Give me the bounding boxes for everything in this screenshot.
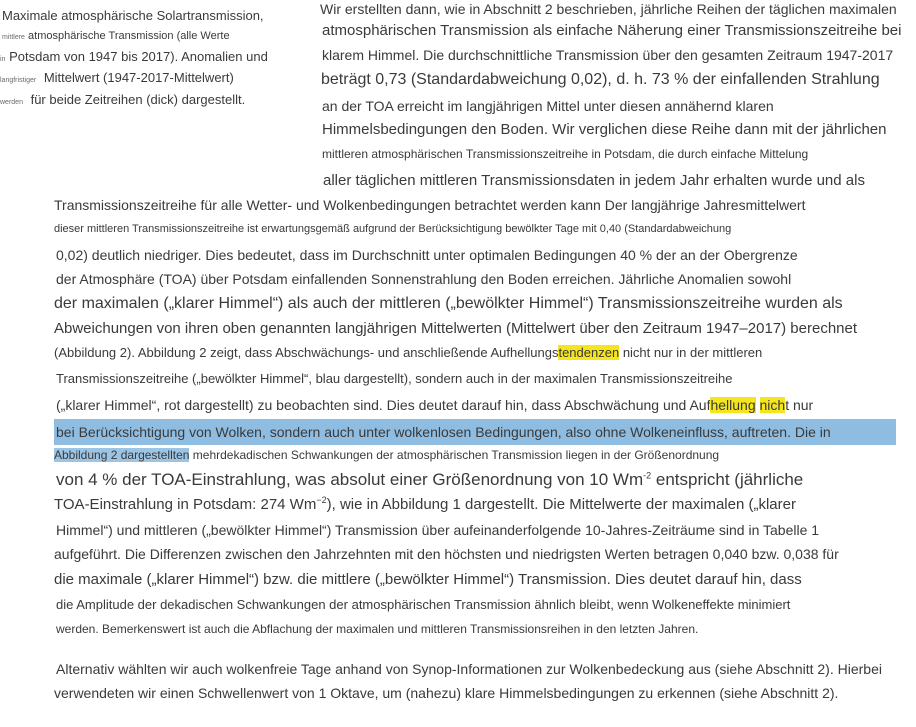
body-line: 0,02) deutlich niedriger. Dies bedeutet, dass im Durchschnitt unter optimalen Bedingungen 40 % der an der Obergrenze: [56, 247, 798, 263]
body-line: der Atmosphäre (TOA) über Potsdam einfallenden Sonnenstrahlung den Boden erreichen. Jährliche Anomalien sowohl: [56, 271, 792, 287]
body-line: Transmissionszeitreihe („bewölkter Himmel“, blau dargestellt), sondern auch in der maximalen Transmissionszeitreihe: [56, 371, 733, 386]
yellow-highlight: nich: [759, 397, 786, 413]
blue-highlight: Abbildung 2 dargestellten: [54, 448, 190, 462]
caption-word-small: in: [0, 56, 6, 63]
caption-line-4: [0, 71, 234, 86]
caption-word-small: langfristiger: [0, 77, 37, 84]
superscript: −2: [316, 495, 327, 505]
body-line: Himmelsbedingungen den Boden. Wir verglichen diese Reihe dann mit der jährlichen: [322, 121, 887, 138]
caption-text: für beide Zeitreihen (dick) dargestellt.: [30, 92, 246, 107]
yellow-highlight: hellung: [710, 397, 756, 413]
body-line: beträgt 0,73 (Standardabweichung 0,02), d. h. 73 % der einfallenden Strahlung: [321, 71, 880, 88]
body-text: mehrdekadischen Schwankungen der atmosphärischen Transmission liegen in der Größenordnung: [189, 448, 720, 462]
caption-text: Mittelwert (1947-2017-Mittelwert): [43, 70, 234, 85]
body-line: werden. Bemerkenswert ist auch die Abflachung der maximalen und mittleren Transmissionsreihen in den letzten Jahren.: [56, 622, 699, 636]
yellow-highlight: tendenzen: [558, 345, 620, 360]
superscript: -2: [643, 470, 652, 481]
body-line: Wir erstellten dann, wie in Abschnitt 2 beschrieben, jährliche Reihen der täglichen maximalen: [320, 1, 897, 17]
body-line: klarem Himmel. Die durchschnittliche Transmission über den gesamten Zeitraum 1947-2017: [322, 47, 894, 63]
body-line: aller täglichen mittleren Transmissionsdaten in jedem Jahr erhalten wurde und als: [323, 172, 865, 189]
body-line: [54, 346, 762, 361]
body-line: [56, 397, 813, 413]
body-text: t nur: [785, 397, 814, 413]
body-line: Alternativ wählten wir auch wolkenfreie Tage anhand von Synop-Informationen zur Wolkenbedeckung aus (siehe Abschnitt 2). Hierbei: [56, 661, 882, 677]
caption-line-3: [0, 50, 268, 65]
caption-line-1: Maximale atmosphärische Solartransmission,: [2, 8, 264, 23]
body-text: von 4 % der TOA-Einstrahlung, was absolut einer Größenordnung von 10 Wm: [56, 470, 644, 489]
body-line: aufgeführt. Die Differenzen zwischen den Jahrzehnten mit den höchsten und niedrigsten Werten betragen 0,040 bzw. 0,038 für: [54, 546, 839, 562]
body-line: Transmissionszeitreihe für alle Wetter- und Wolkenbedingungen betrachtet werden kann Der langjährige Jahresmittelwert: [54, 197, 806, 213]
body-line: [54, 449, 719, 463]
body-text: (Abbildung 2). Abbildung 2 zeigt, dass Abschwächungs- und anschließende Aufhellungs: [54, 345, 559, 360]
body-line: der maximalen („klarer Himmel“) als auch der mittleren („bewölkter Himmel“) Transmissionszeitreihe wurden als: [54, 295, 843, 312]
body-text: nicht nur in der mittleren: [619, 345, 763, 360]
body-text: ), wie in Abbildung 1 dargestellt. Die Mittelwerte der maximalen („klarer: [326, 496, 796, 513]
body-line: Abweichungen von ihren oben genannten langjährigen Mittelwerten (Mittelwert über den Zeitraum 1947–2017) berechnet: [54, 320, 858, 337]
caption-word-small: mittlere: [2, 34, 25, 41]
body-text: („klarer Himmel“, rot dargestellt) zu beobachten sind. Dies deutet darauf hin, dass Abschwächung und Auf: [56, 397, 711, 413]
body-line: atmosphärischen Transmission als einfache Näherung einer Transmissionszeitreihe bei: [322, 22, 902, 39]
body-line: die Amplitude der dekadischen Schwankungen der atmosphärischen Transmission ähnlich bleibt, wenn Wolkeneffekte minimiert: [56, 597, 791, 612]
caption-text: Potsdam von 1947 bis 2017). Anomalien und: [9, 49, 268, 64]
body-line: [56, 470, 803, 490]
body-line: verwendeten wir einen Schwellenwert von 1 Oktave, um (nahezu) klare Himmelsbedingungen zu erkennen (siehe Abschnitt 2).: [54, 685, 839, 701]
body-text: entspricht (jährliche: [651, 470, 804, 489]
body-line: mittleren atmosphärischen Transmissionszeitreihe in Potsdam, die durch einfache Mittelung: [322, 147, 809, 161]
body-text: [756, 397, 760, 413]
caption-line-5: [0, 93, 245, 108]
body-line: die maximale („klarer Himmel“) bzw. die mittlere („bewölkter Himmel“) Transmission. Dies deutet darauf hin, dass: [54, 571, 802, 588]
body-line: an der TOA erreicht im langjährigen Mittel unter diesen annähernd klaren: [322, 98, 774, 114]
body-line-highlighted: bei Berücksichtigung von Wolken, sondern auch unter wolkenlosen Bedingungen, also ohne Wolkeneinfluss, auftreten. Die in: [56, 424, 831, 440]
caption-line-2: [2, 30, 230, 43]
body-line: [54, 496, 796, 513]
caption-text: atmosphärische Transmission (alle Werte: [28, 30, 230, 42]
body-line: Himmel“) und mittleren („bewölkter Himmel“) Transmission über aufeinanderfolgende 10-Jahres-Zeiträume sind in Tabelle 1: [56, 522, 820, 538]
caption-word-small: werden: [0, 99, 23, 106]
body-text: TOA-Einstrahlung in Potsdam: 274 Wm: [54, 496, 317, 513]
body-line: dieser mittleren Transmissionszeitreihe ist erwartungsgemäß aufgrund der Berücksichtigung bewölkter Tage mit 0,40 (Standardabweichung: [54, 223, 732, 235]
